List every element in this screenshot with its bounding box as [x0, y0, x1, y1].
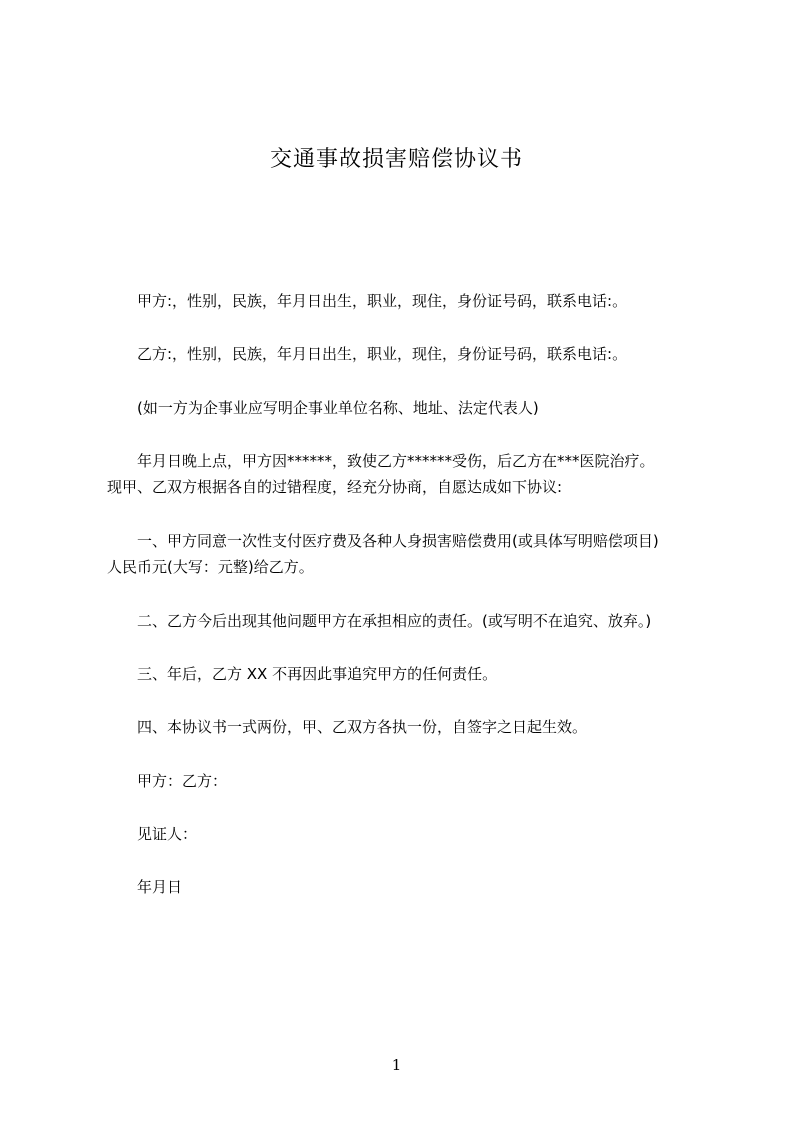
organization-note: (如一方为企事业应写明企事业单位名称、地址、法定代表人): [137, 399, 539, 417]
party-a-paragraph: 甲方:，性别，民族，年月日出生，职业，现住，身份证号码，联系电话:。: [137, 292, 628, 310]
witness-line: 见证人：: [137, 825, 198, 843]
clause-4-paragraph: 四、本协议书一式两份，甲、乙双方各执一份，自签字之日起生效。: [137, 718, 588, 736]
clause-1-line-2: 人民币元(大写：元整)给乙方。: [107, 558, 314, 576]
facts-paragraph: [107, 448, 697, 500]
clause-1-line-1: 一、甲方同意一次性支付医疗费及各种人身损害赔偿费用(或具体写明赔偿项目): [137, 532, 659, 550]
page-number: 1: [391, 1056, 402, 1074]
document-title: 交通事故损害赔偿协议书: [269, 147, 523, 172]
date-line: 年月日: [137, 878, 183, 896]
clause-3-paragraph: 三、年后，乙方 XX 不再因此事追究甲方的任何责任。: [137, 665, 498, 683]
facts-line-1: 年月日晚上点，甲方因******，致使乙方******受伤，后乙方在***医院治疗。: [137, 452, 655, 470]
clause-2-paragraph: 二、乙方今后出现其他问题甲方在承担相应的责任。(或写明不在追究、放弃。): [137, 612, 652, 630]
facts-line-2: 现甲、乙双方根据各自的过错程度，经充分协商，自愿达成如下协议:: [107, 478, 563, 496]
party-b-paragraph: 乙方:，性别，民族，年月日出生，职业，现住，身份证号码，联系电话:。: [137, 345, 628, 363]
clause-1-paragraph: [107, 528, 697, 580]
signature-line: 甲方：乙方：: [137, 772, 228, 790]
